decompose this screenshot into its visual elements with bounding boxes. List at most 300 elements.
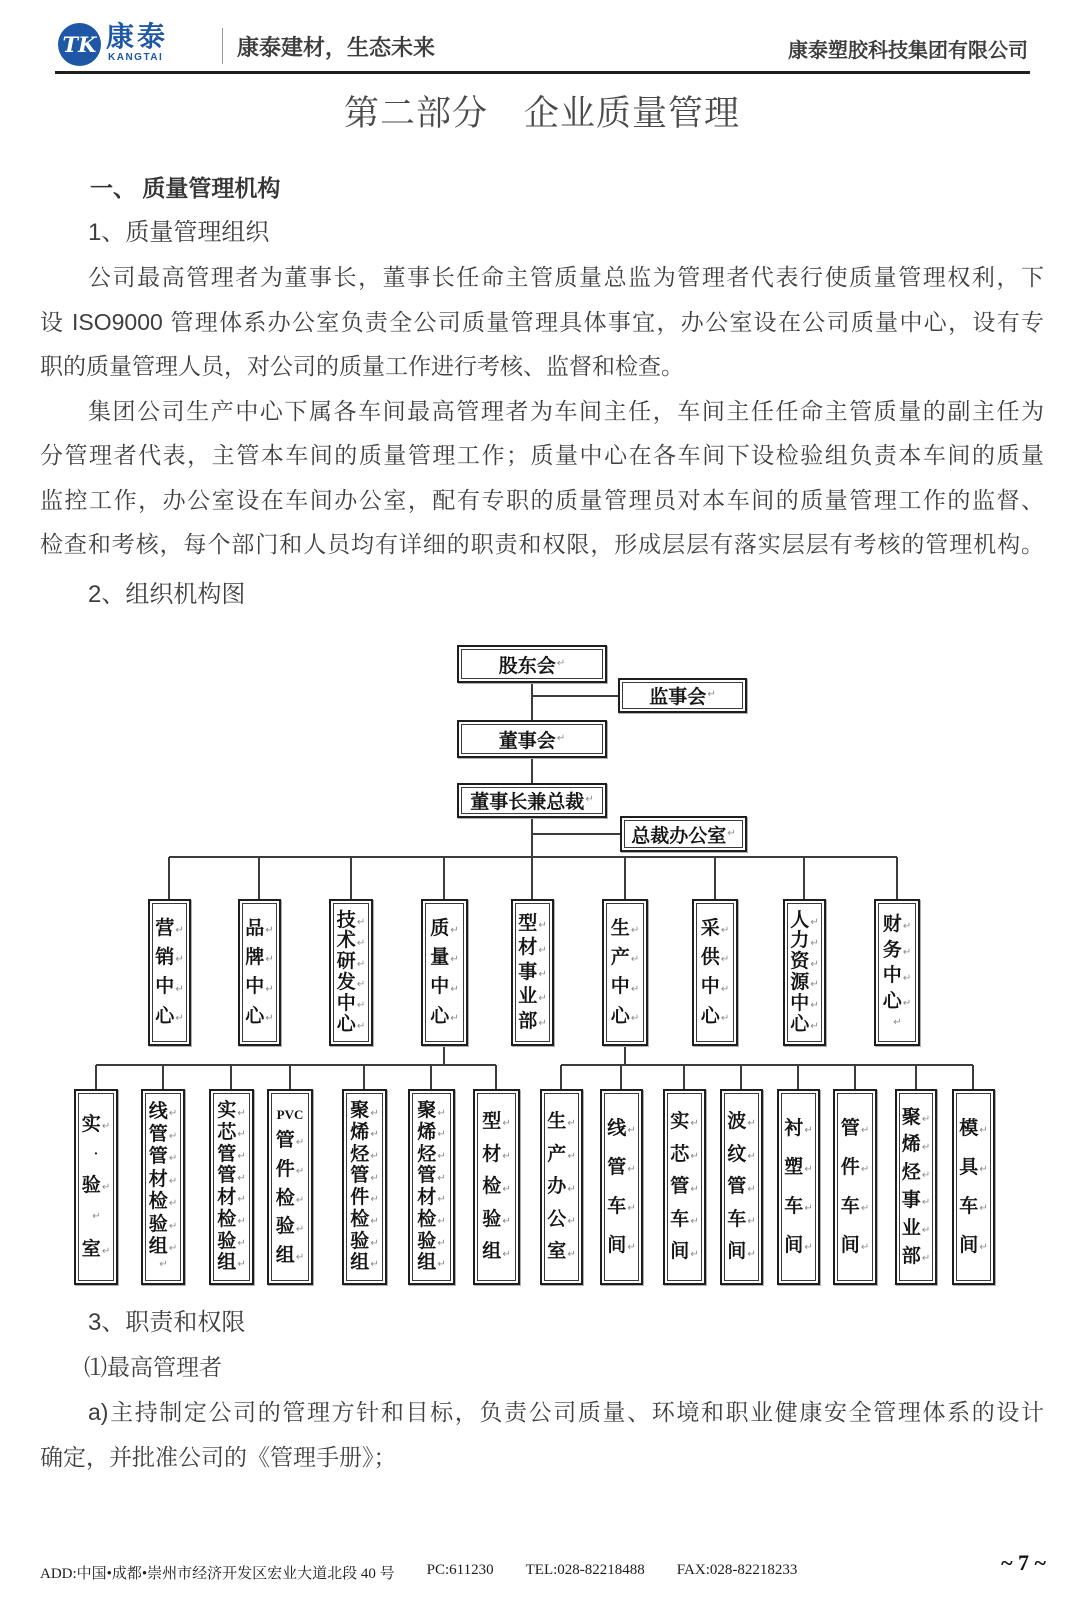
org-node-label-line: 材 ↵ (217, 1187, 246, 1209)
return-mark: ↵ (168, 1175, 178, 1187)
page-title: 第二部分 企业质量管理 (343, 94, 740, 133)
subsection-1-2: 2、组织机构图 (88, 580, 246, 608)
org-node-label-line: 牌 ↵ (245, 947, 274, 969)
org-node-solid-ws (663, 1089, 706, 1285)
org-node-finance (874, 899, 920, 1046)
org-node-label-line: 组 ↵ (217, 1252, 246, 1274)
org-node-label: 股东会 ↵ (461, 649, 603, 679)
org-node-label-line: 中 ↵ (700, 976, 730, 998)
return-mark: ↵ (175, 954, 184, 966)
org-node-label-line: 心 ↵ (430, 1005, 459, 1027)
org-node-pvc-fitting-group (267, 1089, 313, 1285)
org-node-pres-office (620, 816, 747, 852)
org-node-label-line (892, 1018, 901, 1030)
org-node-profile-div (511, 899, 554, 1046)
org-node-production (602, 899, 648, 1046)
return-mark: ↵ (437, 1129, 446, 1141)
subsection-1-3: 3、职责和权限 (88, 1309, 246, 1336)
org-chart (0, 630, 1084, 1300)
org-node-label-line: 车 ↵ (607, 1195, 636, 1217)
org-node-label-line: 检 ↵ (217, 1208, 246, 1230)
company-logo-icon: TK (58, 23, 101, 66)
return-mark: ↵ (237, 1150, 246, 1162)
return-mark: ↵ (720, 983, 730, 995)
org-node-label-line: 衬 ↵ (784, 1117, 813, 1139)
logo-divider (222, 28, 223, 64)
return-mark: ↵ (437, 1107, 446, 1119)
org-node-profile-group (473, 1089, 520, 1285)
paragraph-line: 集团公司生产中心下属各车间最高管理者为车间主任，车间主任任命主管质量的副主任为 (88, 397, 1044, 424)
org-node-prod-office (540, 1089, 583, 1285)
return-mark: ↵ (538, 993, 547, 1005)
org-node-label-line: 部 ↵ (518, 1010, 547, 1032)
org-node-label-line: 人 ↵ (790, 909, 819, 931)
org-node-label-line: 烯 ↵ (901, 1134, 931, 1156)
org-node-label-line: 管 ↵ (350, 1165, 379, 1187)
org-node-po-pipe-group (408, 1089, 455, 1285)
return-mark: ↵ (101, 1245, 111, 1257)
return-mark: ↵ (630, 925, 640, 937)
org-node-label-line: 营 ↵ (155, 917, 184, 939)
org-node-lab (74, 1089, 118, 1285)
org-node-label-line: 销 ↵ (155, 947, 184, 969)
org-node-label-line: 产 ↵ (547, 1143, 576, 1165)
return-mark: ↵ (921, 1169, 931, 1181)
org-node-label-line: 塑 ↵ (784, 1156, 813, 1178)
return-mark: ↵ (370, 1259, 379, 1271)
org-node-label (333, 903, 369, 1042)
org-node-label: 总裁办公室 ↵ (624, 820, 743, 848)
return-mark: ↵ (295, 1137, 305, 1149)
org-node-label-line: 管 ↵ (148, 1146, 178, 1168)
org-node-label (78, 1093, 114, 1281)
org-node-label-line: 车 ↵ (670, 1208, 699, 1230)
org-node-label (899, 1093, 933, 1281)
org-node-label-line: 中 ↵ (882, 965, 912, 987)
org-node-label-line: 验 ↵ (148, 1213, 178, 1235)
return-mark: ↵ (237, 1237, 246, 1249)
return-mark: ↵ (567, 1183, 576, 1195)
org-node-label (696, 903, 734, 1042)
return-mark: ↵ (538, 1017, 547, 1029)
section-heading-1: 一、 质量管理机构 (90, 175, 281, 201)
return-mark: ↵ (538, 944, 547, 956)
org-node-label-line: 量 ↵ (430, 947, 459, 969)
org-node-solid-pipe-group (209, 1089, 254, 1285)
org-node-label-line: 心 ↵ (700, 1005, 730, 1027)
org-node-conduit-ws (600, 1089, 643, 1285)
org-node-label-line: 芯 ↵ (670, 1143, 699, 1165)
return-mark: ↵ (370, 1129, 379, 1141)
org-node-label-line: 组 ↵ (275, 1245, 305, 1267)
header-company-name: 康泰塑胶科技集团有限公司 (788, 40, 1028, 62)
return-mark: ↵ (747, 1118, 756, 1130)
return-mark: ↵ (747, 1183, 756, 1195)
org-node-label-line: 术 ↵ (336, 930, 366, 952)
org-node-lined-ws (777, 1089, 820, 1285)
return-mark: ↵ (921, 1225, 931, 1237)
org-node-label-line: 件 ↵ (275, 1158, 305, 1180)
org-node-label (242, 903, 277, 1042)
return-mark: ↵ (168, 1108, 178, 1120)
org-node-label-line: 间 ↵ (607, 1234, 636, 1256)
return-mark: ↵ (450, 954, 459, 966)
org-node-chairman (457, 783, 607, 818)
return-mark: ↵ (370, 1216, 379, 1228)
org-node-label-line: 组 ↵ (350, 1252, 379, 1274)
return-mark: ↵ (538, 968, 547, 980)
org-node-label-line: 心 ↵ (155, 1005, 184, 1027)
return-mark: ↵ (265, 954, 274, 966)
org-node-label-line: 件 ↵ (840, 1156, 870, 1178)
return-mark: ↵ (370, 1237, 379, 1249)
org-node-label-line: 研 ↵ (336, 951, 366, 973)
return-mark: ↵ (356, 1000, 366, 1012)
return-mark: ↵ (370, 1194, 379, 1206)
org-node-label-line: 务 ↵ (882, 939, 912, 961)
org-node-label-line: 间 ↵ (784, 1234, 813, 1256)
org-node-label-line: 间 ↵ (727, 1241, 756, 1263)
org-node-label: 董事会 ↵ (461, 724, 603, 754)
return-mark: ↵ (902, 947, 912, 958)
return-mark: ↵ (437, 1194, 446, 1206)
org-node-label-line: 间 ↵ (840, 1234, 870, 1256)
return-mark: ↵ (810, 916, 819, 928)
return-mark: ↵ (810, 1000, 819, 1012)
org-node-label-line: 心 ↵ (882, 991, 912, 1012)
return-mark: ↵ (747, 1216, 756, 1228)
org-node-label-line: 验 ↵ (417, 1230, 446, 1252)
return-mark: ↵ (556, 732, 566, 744)
return-mark: ↵ (902, 998, 912, 1010)
return-mark: ↵ (810, 979, 819, 991)
org-node-label-line: 车 ↵ (727, 1208, 756, 1230)
org-node-label (271, 1093, 309, 1281)
org-node-label-line: 中 ↵ (245, 976, 274, 998)
return-mark: ↵ (237, 1107, 246, 1119)
org-node-label-line: 中 ↵ (336, 993, 366, 1015)
subsection-1-1: 1、质量管理组织 (88, 218, 270, 246)
org-node-label-line: 组 ↵ (482, 1241, 511, 1263)
return-mark: ↵ (720, 925, 730, 937)
org-node-label-line: 材 ↵ (148, 1168, 178, 1190)
return-mark: ↵ (92, 1210, 101, 1222)
org-node-label-line: 产 ↵ (610, 947, 640, 969)
paragraph-line: 分管理者代表，主管本车间的质量管理工作；质量中心在各车间下设检验组负责本车间的质量 (40, 442, 1044, 468)
return-mark: ↵ (630, 954, 640, 966)
paragraph-line: 监控工作，办公室设在车间办公室，配有专职的质量管理员对本车间的质量管理工作的监督、 (40, 486, 1044, 513)
return-mark: ↵ (747, 1150, 756, 1162)
org-node-label-line: 财 ↵ (882, 914, 912, 936)
return-mark: ↵ (921, 1197, 931, 1209)
org-node-label-line: 管 ↵ (727, 1176, 756, 1198)
return-mark: ↵ (567, 1118, 576, 1130)
return-mark: ↵ (893, 1016, 902, 1028)
tail-text (40, 1300, 1044, 1480)
org-node-quality (421, 899, 468, 1046)
org-node-label-line: 采 ↵ (700, 917, 730, 939)
org-node-label-line: 检 ↵ (275, 1187, 305, 1209)
org-node-label-line: 力 ↵ (790, 930, 819, 952)
org-node-marketing (148, 899, 191, 1046)
org-node-label-line: 检 ↵ (350, 1208, 379, 1230)
org-node-label-line: 聚 ↵ (350, 1100, 379, 1122)
org-node-label-line: 烯 ↵ (417, 1122, 446, 1144)
org-node-label-line: 验 ↵ (350, 1230, 379, 1252)
org-node-label-line: 管 ↵ (417, 1165, 446, 1187)
return-mark: ↵ (804, 1242, 813, 1254)
org-node-label-line: 烯 ↵ (350, 1122, 379, 1144)
return-mark: ↵ (502, 1248, 511, 1260)
return-mark: ↵ (979, 1124, 988, 1136)
return-mark: ↵ (727, 827, 736, 839)
org-node-label-line: 聚 ↵ (901, 1106, 931, 1128)
return-mark: ↵ (502, 1150, 511, 1162)
return-mark: ↵ (747, 1248, 756, 1260)
org-node-label-line: 实 ↵ (81, 1113, 111, 1135)
return-mark: ↵ (585, 794, 594, 805)
footer-telephone: TEL:028-82218488 (525, 1562, 645, 1578)
org-node-label-line: 心 ↵ (245, 1005, 274, 1027)
org-node-label (956, 1093, 991, 1281)
org-node-label-line: 中 ↵ (790, 993, 819, 1015)
org-node-label-line: 办 ↵ (547, 1176, 576, 1198)
return-mark: ↵ (437, 1150, 446, 1162)
return-mark: ↵ (860, 1163, 870, 1175)
org-node-label-line: 具 ↵ (959, 1156, 988, 1178)
return-mark: ↵ (437, 1172, 446, 1184)
header-rule (55, 71, 1030, 74)
paragraph-line: 检查和考核，每个部门和人员均有详细的职责和权限，形成层层有落实层层有考核的管理机构。 (40, 531, 1044, 557)
org-node-label-line: 质 ↵ (430, 917, 459, 939)
org-node-board (457, 720, 607, 758)
return-mark: ↵ (168, 1243, 178, 1255)
return-mark: ↵ (175, 983, 184, 995)
org-node-label (837, 1093, 873, 1281)
return-mark: ↵ (237, 1194, 246, 1206)
footer-postcode: PC:611230 (426, 1562, 494, 1578)
org-node-label-line: 管 ↵ (217, 1143, 246, 1165)
return-mark: ↵ (175, 1012, 184, 1024)
org-node-label-line: 检 ↵ (417, 1208, 446, 1230)
org-node-label-line (91, 1212, 100, 1224)
org-node-label-line: · (93, 1147, 99, 1163)
return-mark: ↵ (690, 1150, 699, 1162)
org-node-label (606, 903, 644, 1042)
org-node-rnd (329, 899, 373, 1046)
org-node-label-line: 检 ↵ (482, 1176, 511, 1198)
org-node-label-line: 烃 ↵ (350, 1143, 379, 1165)
return-mark: ↵ (356, 937, 366, 949)
org-node-label-line: 管 ↵ (840, 1117, 870, 1139)
org-node-label: 董事长兼总裁 ↵ (461, 787, 603, 814)
return-mark: ↵ (450, 925, 459, 937)
paragraph-line: 设 ISO9000 管理体系办公室负责全公司质量管理具体事宜，办公室设在公司质量中心，设有专 (40, 308, 1044, 335)
org-node-label (667, 1093, 702, 1281)
org-node-mould-ws (952, 1089, 995, 1285)
org-node-label-line: 车 ↵ (784, 1195, 813, 1217)
return-mark: ↵ (502, 1118, 511, 1130)
return-mark: ↵ (370, 1150, 379, 1162)
return-mark: ↵ (627, 1163, 636, 1175)
org-node-label-line: 型 ↵ (482, 1111, 511, 1133)
return-mark: ↵ (265, 1012, 274, 1024)
org-node-label-line: 线 ↵ (607, 1117, 636, 1139)
org-node-hr (783, 899, 826, 1046)
return-mark: ↵ (921, 1113, 931, 1125)
return-mark: ↵ (356, 1021, 366, 1033)
return-mark: ↵ (630, 983, 640, 995)
org-node-label-line: 材 ↵ (417, 1187, 446, 1209)
return-mark: ↵ (921, 1141, 931, 1153)
org-node-label-line: 事 ↵ (901, 1190, 931, 1212)
paragraph-line: 确定，并批准公司的《管理手册》； (40, 1444, 397, 1470)
return-mark: ↵ (101, 1182, 111, 1194)
org-node-supervisors (618, 678, 747, 713)
return-mark: ↵ (720, 1012, 730, 1024)
org-node-label-line: 间 ↵ (959, 1234, 988, 1256)
body-text (40, 166, 1044, 617)
org-node-corrugated-ws (720, 1089, 763, 1285)
return-mark: ↵ (265, 925, 274, 937)
org-node-label-line: 纹 ↵ (727, 1143, 756, 1165)
return-mark: ↵ (627, 1203, 636, 1214)
return-mark: ↵ (168, 1130, 178, 1142)
org-node-po-fitting-group (342, 1089, 387, 1285)
org-node-label (544, 1093, 579, 1281)
return-mark: ↵ (567, 1216, 576, 1228)
org-node-label-line: 室 ↵ (81, 1238, 111, 1260)
org-node-label-line: 芯 ↵ (217, 1122, 246, 1144)
return-mark: ↵ (295, 1194, 305, 1206)
return-mark: ↵ (502, 1183, 511, 1195)
return-mark: ↵ (630, 1012, 640, 1024)
return-mark: ↵ (168, 1220, 178, 1232)
return-mark: ↵ (860, 1203, 870, 1214)
return-mark: ↵ (804, 1163, 813, 1175)
org-node-label-line: 检 ↵ (148, 1191, 178, 1213)
org-node-label-line: 烃 ↵ (901, 1162, 931, 1184)
org-node-label-line: 心 ↵ (610, 1005, 640, 1027)
header-tagline: 康泰建材，生态未来 (237, 35, 436, 60)
org-node-label-line: 中 ↵ (430, 976, 459, 998)
return-mark: ↵ (804, 1124, 813, 1136)
org-node-label-line: 实 ↵ (217, 1100, 246, 1122)
org-node-label-line: 波 ↵ (727, 1111, 756, 1133)
org-node-label-line: 件 ↵ (350, 1187, 379, 1209)
return-mark: ↵ (690, 1183, 699, 1195)
org-node-label (724, 1093, 759, 1281)
return-mark: ↵ (437, 1259, 446, 1271)
return-mark: ↵ (720, 954, 730, 966)
return-mark: ↵ (804, 1203, 813, 1214)
org-node-label-line: 品 ↵ (245, 917, 274, 939)
return-mark: ↵ (860, 1124, 870, 1136)
return-mark: ↵ (370, 1107, 379, 1119)
org-node-label (781, 1093, 816, 1281)
paragraph-line: 公司最高管理者为董事长，董事长任命主管质量总监为管理者代表行使质量管理权利，下 (88, 264, 1044, 290)
org-node-label-line (158, 1260, 167, 1272)
org-node-label-line: 验 ↵ (217, 1230, 246, 1252)
org-node-label-line: 管 ↵ (217, 1165, 246, 1187)
return-mark: ↵ (627, 1242, 636, 1254)
org-node-label-line: 实 ↵ (670, 1111, 699, 1133)
org-node-label-line: 模 ↵ (959, 1117, 988, 1139)
org-node-label-line: 聚 ↵ (417, 1100, 446, 1122)
org-node-label (477, 1093, 516, 1281)
org-node-label-line: 业 ↵ (901, 1218, 931, 1240)
org-node-label-line: 中 ↵ (610, 976, 640, 998)
return-mark: ↵ (567, 1248, 576, 1260)
org-node-label (145, 1093, 181, 1281)
return-mark: ↵ (627, 1124, 636, 1136)
return-mark: ↵ (295, 1252, 305, 1264)
return-mark: ↵ (437, 1216, 446, 1228)
org-node-label-line: 组 ↵ (148, 1236, 178, 1258)
org-node-procurement (692, 899, 738, 1046)
return-mark: ↵ (168, 1153, 178, 1165)
page-number: ~ 7 ~ (1001, 1550, 1046, 1575)
return-mark: ↵ (690, 1248, 699, 1260)
org-node-label-line: 型 ↵ (518, 913, 547, 935)
return-mark: ↵ (237, 1172, 246, 1184)
org-node-label-line: 验 ↵ (275, 1216, 305, 1238)
org-node-label-line: 生 ↵ (610, 917, 640, 939)
org-node-label: 监事会 ↵ (622, 682, 743, 709)
org-node-label-line: 管 ↵ (275, 1130, 305, 1152)
paragraph-line: 职的质量管理人员，对公司的质量工作进行考核、监督和检查。 (40, 353, 684, 379)
org-node-label-line: 资 ↵ (790, 951, 819, 973)
return-mark: ↵ (979, 1242, 988, 1254)
org-node-label (425, 903, 464, 1042)
list-item-1: ⑴最高管理者 (84, 1354, 222, 1380)
org-node-shareholders (457, 645, 607, 683)
return-mark: ↵ (707, 689, 716, 700)
org-node-label (152, 903, 187, 1042)
return-mark: ↵ (450, 1012, 459, 1024)
return-mark: ↵ (101, 1121, 111, 1133)
org-node-label-line: 中 ↵ (155, 976, 184, 998)
org-node-label-line: 材 ↵ (482, 1143, 511, 1165)
org-node-label (412, 1093, 451, 1281)
org-node-label-line: 验 ↵ (482, 1208, 511, 1230)
return-mark: ↵ (690, 1216, 699, 1228)
org-node-label-line: 室 ↵ (547, 1241, 576, 1263)
logo-brand-en: KANGTAI (108, 52, 164, 63)
org-node-label-line: 业 ↵ (518, 986, 547, 1008)
org-node-label (787, 903, 822, 1042)
return-mark: ↵ (370, 1172, 379, 1184)
return-mark: ↵ (810, 1021, 819, 1033)
return-mark: ↵ (810, 937, 819, 949)
org-node-fitting-ws (833, 1089, 877, 1285)
org-node-conduit-pipe-group (141, 1089, 185, 1285)
return-mark: ↵ (567, 1150, 576, 1162)
return-mark: ↵ (979, 1203, 988, 1214)
org-node-label (346, 1093, 383, 1281)
org-node-label-line: 心 ↵ (336, 1014, 366, 1036)
return-mark: ↵ (538, 920, 547, 932)
return-mark: ↵ (237, 1216, 246, 1228)
return-mark: ↵ (237, 1259, 246, 1271)
return-mark: ↵ (295, 1166, 305, 1178)
org-node-label (878, 903, 916, 1042)
return-mark: ↵ (860, 1242, 870, 1254)
return-mark: ↵ (979, 1163, 988, 1175)
return-mark: ↵ (265, 983, 274, 995)
org-node-label-line: 管 ↵ (148, 1123, 178, 1145)
org-node-label-line: 车 ↵ (840, 1195, 870, 1217)
